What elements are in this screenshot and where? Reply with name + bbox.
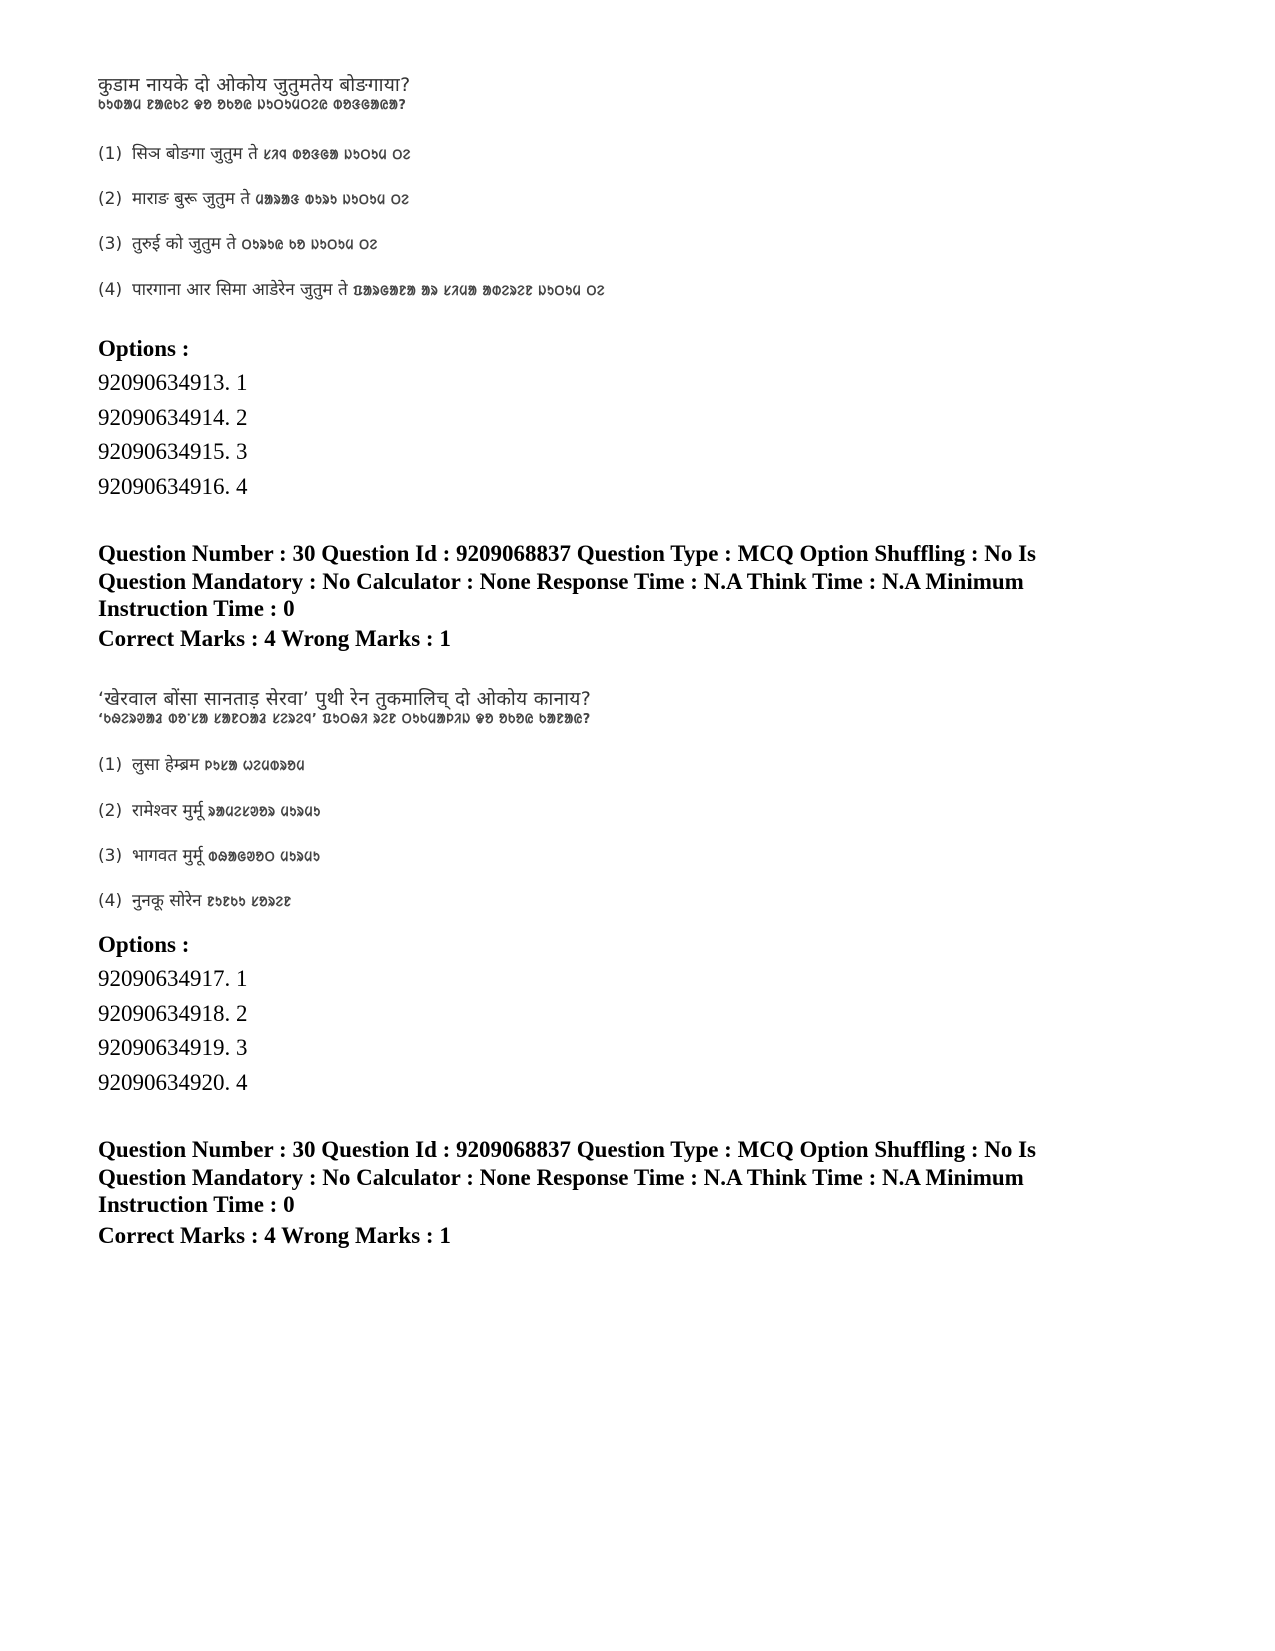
question-30-option-3: (3) भागवत मुर्मू ᱵᱷᱟᱜᱣᱚᱛ ᱢᱩᱨᱢᱩ <box>98 846 321 866</box>
options-label: Options : <box>98 336 190 361</box>
answer-id: 92090634919. 3 <box>98 1035 248 1060</box>
question-30-repeat-meta: Question Number : 30 Question Id : 9209068837 Question Type : MCQ Option Shuffling : No Is Question Mandatory : No Calculator : None Response Time : N.A Think Time : N.A Minimum Instruction Time : 0 <box>98 1137 1037 1217</box>
answer-id: 92090634918. 2 <box>98 1000 248 1026</box>
answer-id-list <box>98 366 248 504</box>
answer-id: 92090634920. 4 <box>98 1069 248 1095</box>
answer-id: 92090634913. 1 <box>98 370 248 395</box>
question-29-image <box>98 76 410 112</box>
question-30-option-4: (4) नुनकू सोरेन ᱱᱩᱱᱠᱩ ᱥᱚᱨᱮᱱ <box>98 891 292 911</box>
question-30-meta: Question Number : 30 Question Id : 9209068837 Question Type : MCQ Option Shuffling : No Is Question Mandatory : No Calculator : None Response Time : N.A Think Time : N.A Minimum Instruction Time : 0 <box>98 541 1037 621</box>
answer-id: 92090634914. 2 <box>98 404 248 430</box>
question-30-title-olchiki: ‘ᱠᱷᱮᱨᱣᱟᱲ ᱵᱚᱸᱥᱟ ᱥᱟᱱᱛᱟᱲ ᱥᱮᱨᱮᱧ’ ᱯᱩᱛᱷᱤ ᱨᱮᱱ ᱛᱩᱠᱢᱟᱞᱤᱡ ᱫᱚ ᱚᱠᱚᱭ ᱠᱟᱱᱟᱭ? <box>98 712 591 727</box>
question-30-marks: Correct Marks : 4 Wrong Marks : 1 <box>98 626 451 651</box>
answer-id: 92090634915. 3 <box>98 439 248 464</box>
question-29-option-4: (4) पारगाना आर सिमा आडेरेन जुतुम ते ᱯᱟᱨᱜᱟᱱᱟ ᱟᱨ ᱥᱤᱢᱟ ᱟᱰᱮᱨᱮᱱ ᱡᱩᱛᱩᱢ ᱛᱮ <box>98 280 605 300</box>
question-29-title-olchiki: ᱠᱩᱰᱟᱢ ᱱᱟᱭᱠᱮ ᱫᱚ ᱚᱠᱚᱭ ᱡᱩᱛᱩᱢᱛᱮᱭ ᱵᱚᱝᱜᱟᱭᱟ? <box>98 98 407 113</box>
question-30-option-1: (1) लुसा हेम्ब्रम ᱞᱩᱥᱟ ᱦᱮᱢᱵᱨᱚᱢ <box>98 755 306 775</box>
question-30-title-hindi: ‘खेरवाल बोंसा सानताड़ सेरवा’ पुथी रेन तुकमालिच् दो ओकोय कानाय? <box>98 688 592 710</box>
answer-id: 92090634916. 4 <box>98 473 248 499</box>
question-30-option-2: (2) रामेश्वर मुर्मू ᱨᱟᱢᱮᱥᱣᱚᱨ ᱢᱩᱨᱢᱩ <box>98 801 321 821</box>
question-29-option-3: (3) तुरुई को जुतुम ते ᱛᱩᱨᱩᱭ ᱠᱚ ᱡᱩᱛᱩᱢ ᱛᱮ <box>98 234 378 254</box>
question-29-option-2: (2) माराङ बुरू जुतुम ते ᱢᱟᱨᱟᱝ ᱵᱩᱨᱩ ᱡᱩᱛᱩᱢ ᱛᱮ <box>98 189 410 209</box>
question-29-title-hindi: कुडाम नायके दो ओकोय जुतुमतेय बोङगाया? <box>98 74 411 96</box>
question-29-option-1: (1) सिञ बोङगा जुतुम ते ᱥᱤᱧ ᱵᱚᱝᱜᱟ ᱡᱩᱛᱩᱢ ᱛᱮ <box>98 144 411 164</box>
question-30-image <box>98 690 591 726</box>
answer-id: 92090634917. 1 <box>98 966 248 991</box>
question-30-repeat-marks: Correct Marks : 4 Wrong Marks : 1 <box>98 1223 451 1248</box>
answer-id-list <box>98 962 248 1100</box>
options-label: Options : <box>98 932 190 957</box>
